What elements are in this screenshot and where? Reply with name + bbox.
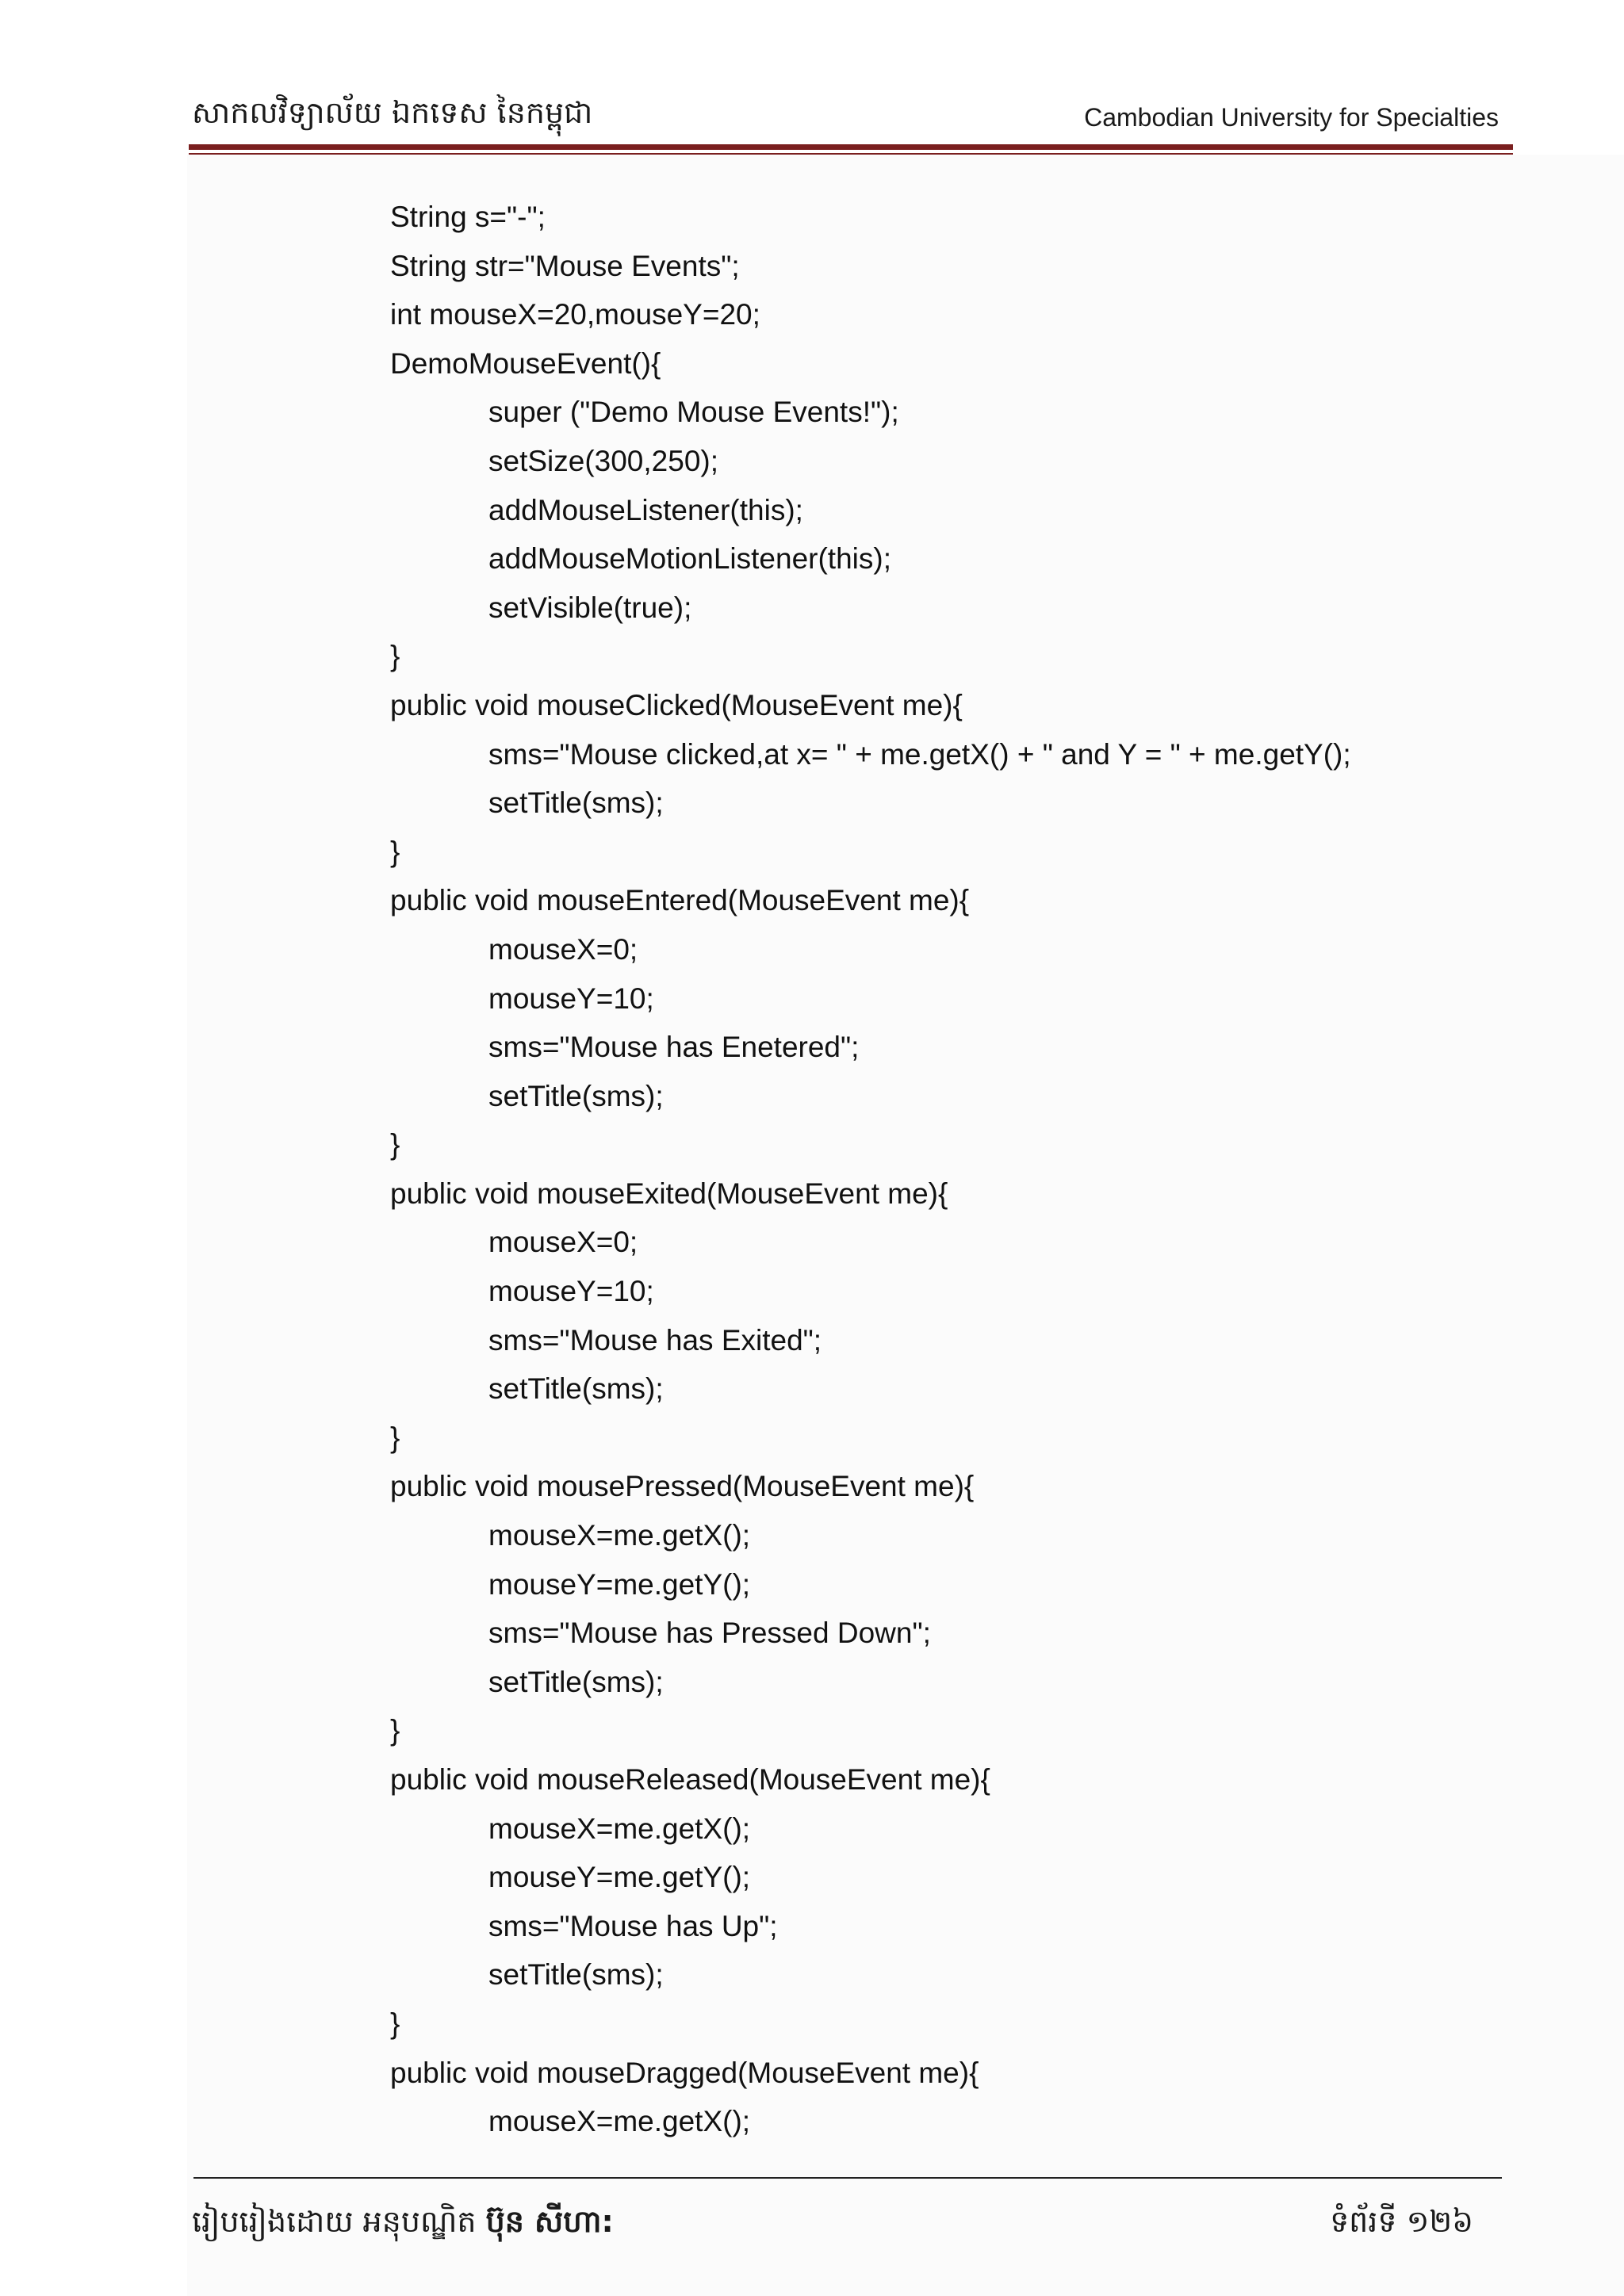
- code-line: }: [390, 1714, 400, 1747]
- code-line: mouseY=me.getY();: [488, 1567, 751, 1601]
- header-divider: [189, 144, 1513, 150]
- code-line: setTitle(sms);: [488, 1665, 664, 1698]
- code-line: DemoMouseEvent(){: [390, 346, 661, 380]
- header-university-khmer: សាកលវិទ្យាល័យ ឯកទេស នៃកម្ពុជា: [192, 95, 593, 130]
- header-university-english: Cambodian University for Specialties: [1084, 103, 1499, 132]
- code-line: mouseY=10;: [488, 982, 654, 1015]
- code-line: public void mouseClicked(MouseEvent me){: [390, 688, 963, 721]
- footer-author: [192, 2202, 614, 2247]
- code-line: sms="Mouse has Pressed Down";: [488, 1617, 931, 1650]
- footer-author-prefix: រៀបរៀងដោយ អនុបណ្ឌិត: [192, 2204, 486, 2239]
- code-line: setTitle(sms);: [488, 1079, 664, 1112]
- code-line: }: [390, 1421, 400, 1454]
- code-line: public void mouseEntered(MouseEvent me){: [390, 884, 970, 917]
- footer-divider: [193, 2177, 1502, 2179]
- code-listing: [390, 193, 1351, 2146]
- code-line: setSize(300,250);: [488, 444, 719, 477]
- code-line: sms="Mouse has Enetered";: [488, 1031, 860, 1064]
- code-line: mouseX=0;: [488, 1226, 638, 1259]
- code-line: mouseX=0;: [488, 932, 638, 966]
- code-line: public void mouseDragged(MouseEvent me){: [390, 2056, 979, 2089]
- code-line: mouseX=me.getX();: [488, 1519, 751, 1552]
- code-line: public void mouseExited(MouseEvent me){: [390, 1177, 948, 1210]
- code-line: public void mousePressed(MouseEvent me){: [390, 1470, 975, 1503]
- code-line: super ("Demo Mouse Events!");: [488, 396, 899, 429]
- code-line: }: [390, 640, 400, 673]
- code-line: setTitle(sms);: [488, 786, 664, 820]
- code-line: sms="Mouse has Up";: [488, 1909, 778, 1942]
- code-line: }: [390, 1128, 400, 1161]
- page-header: [0, 0, 1624, 159]
- code-line: mouseX=me.getX();: [488, 2105, 751, 2138]
- code-line: }: [390, 835, 400, 868]
- code-line: setTitle(sms);: [488, 1372, 664, 1406]
- code-line: addMouseMotionListener(this);: [488, 542, 891, 576]
- code-line: mouseY=me.getY();: [488, 1861, 751, 1894]
- code-line: int mouseX=20,mouseY=20;: [390, 298, 760, 331]
- code-line: String str="Mouse Events";: [390, 249, 740, 282]
- code-line: mouseX=me.getX();: [488, 1812, 751, 1845]
- footer-author-name: ប៊ុន សីហា:: [485, 2204, 614, 2239]
- code-line: setVisible(true);: [488, 591, 692, 624]
- code-line: sms="Mouse clicked,at x= " + me.getX() + " and Y = " + me.getY();: [488, 737, 1351, 771]
- code-line: addMouseListener(this);: [488, 493, 803, 526]
- header-divider-thin: [189, 153, 1513, 155]
- page-number: ទំព័រទី ១២៦: [1330, 2204, 1473, 2239]
- code-line: mouseY=10;: [488, 1275, 654, 1308]
- code-line: sms="Mouse has Exited";: [488, 1323, 822, 1357]
- code-line: public void mouseReleased(MouseEvent me){: [390, 1763, 990, 1796]
- code-line: }: [390, 2007, 400, 2040]
- code-line: setTitle(sms);: [488, 1958, 664, 1992]
- code-line: String s="-";: [390, 201, 546, 233]
